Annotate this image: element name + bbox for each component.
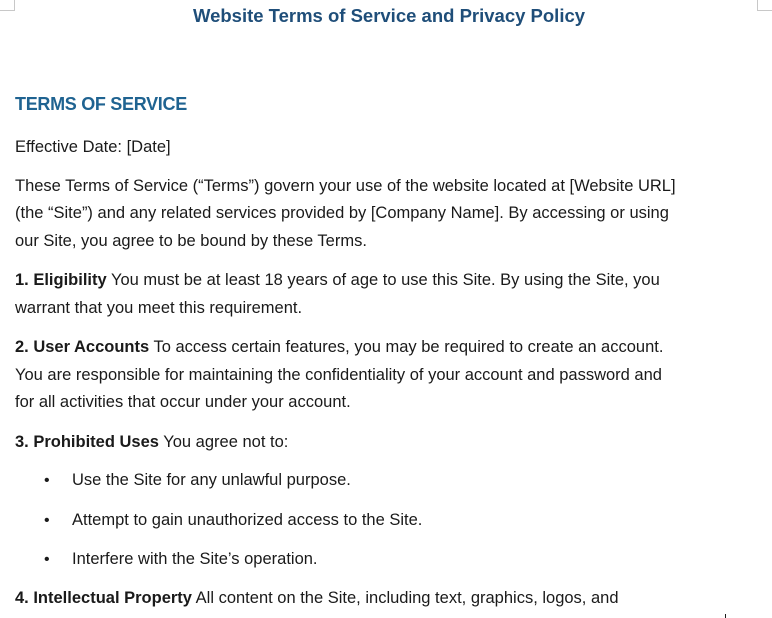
prohibited-uses-list xyxy=(15,467,755,574)
list-item xyxy=(15,467,755,495)
document-page xyxy=(15,0,755,612)
clause-text-line: warrant that you meet this requirement. xyxy=(15,298,303,317)
section-heading-terms: TERMS OF SERVICE xyxy=(15,94,187,114)
list-item-text: Use the Site for any unlawful purpose. xyxy=(72,471,351,489)
list-item xyxy=(15,546,755,574)
list-item-text: Attempt to gain unauthorized access to the Site. xyxy=(72,510,423,529)
clause-text-line: To access certain features, you may be required to create an account. xyxy=(149,338,664,356)
clause-eligibility xyxy=(15,267,755,322)
clause-text-line: You must be at least 18 years of age to use this Site. By using the Site, you xyxy=(106,271,660,289)
clause-heading: 1. Eligibility xyxy=(15,271,107,289)
clause-intellectual-property xyxy=(15,585,755,613)
bullet-icon: • xyxy=(44,511,50,529)
page-corner-top-left xyxy=(0,0,15,11)
intro-line: (the “Site”) and any related services provided by [Company Name]. By accessing or using xyxy=(15,204,669,222)
page-corner-top-right xyxy=(757,0,772,11)
clause-prohibited-uses xyxy=(15,429,755,457)
effective-date: Effective Date: [Date] xyxy=(15,138,171,156)
clause-heading: 4. Intellectual Property xyxy=(15,588,192,607)
clause-text-line: All content on the Site, including text, graphics, logos, and xyxy=(191,588,619,607)
clause-text-line: You are responsible for maintaining the confidentiality of your account and password and xyxy=(15,365,662,384)
intro-paragraph xyxy=(15,173,755,256)
intro-line: These Terms of Service (“Terms”) govern your use of the website located at [Website URL] xyxy=(15,176,676,195)
clause-text-line: for all activities that occur under your account. xyxy=(15,393,351,411)
clause-text-line: You agree not to: xyxy=(158,432,289,451)
intro-line: our Site, you agree to be bound by these Terms. xyxy=(15,231,367,250)
clause-heading: 2. User Accounts xyxy=(15,338,150,356)
list-item-text: Interfere with the Site’s operation. xyxy=(72,550,318,568)
text-cursor-mark xyxy=(725,614,726,618)
bullet-icon: • xyxy=(44,551,50,568)
list-item xyxy=(15,507,755,535)
clause-user-accounts xyxy=(15,334,755,417)
document-title: Website Terms of Service and Privacy Policy xyxy=(192,5,586,26)
clause-heading: 3. Prohibited Uses xyxy=(15,432,159,451)
bullet-icon: • xyxy=(44,472,50,489)
